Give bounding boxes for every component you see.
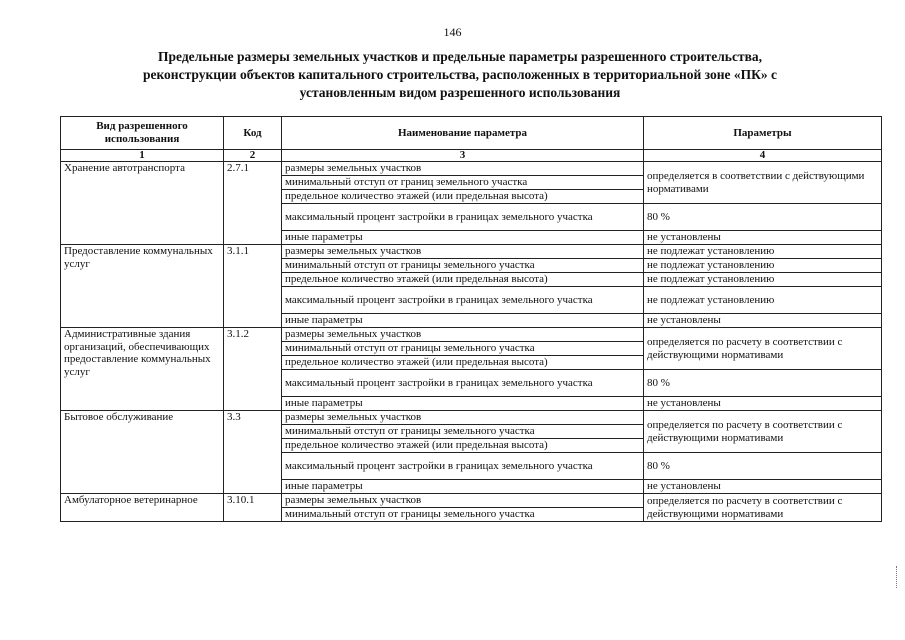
header-param: Наименование параметра [282,117,644,150]
param-value-cell: определяется по расчету в соответствии с действующими нормативами [644,494,882,522]
param-name-cell: предельное количество этажей (или предельная высота) [282,190,644,204]
param-value-cell: не установлены [644,480,882,494]
title-line: Предельные размеры земельных участков и предельные параметры разрешенного строительства, [158,49,762,64]
column-number-row [61,150,882,162]
param-value-cell: 80 % [644,370,882,397]
header-value: Параметры [644,117,882,150]
use-type-cell: Бытовое обслуживание [61,411,224,494]
param-value-cell: не установлены [644,231,882,245]
param-name-cell: минимальный отступ от границ земельного участка [282,176,644,190]
table-header-row [61,117,882,150]
document-title [60,48,860,102]
param-value-cell: не подлежат установлению [644,273,882,287]
param-value-cell: определяется по расчету в соответствии с действующими нормативами [644,328,882,370]
param-value-cell: не установлены [644,314,882,328]
param-name-cell: максимальный процент застройки в границах земельного участка [282,204,644,231]
param-name-cell: иные параметры [282,314,644,328]
use-type-cell: Административные здания организаций, обеспечивающих предоставление коммунальных услуг [61,328,224,411]
use-type-cell: Хранение автотранспорта [61,162,224,245]
column-number: 2 [224,150,282,162]
code-cell: 3.1.2 [224,328,282,411]
page-number: 146 [443,25,462,39]
title-line: реконструкции объектов капитального строительства, расположенных в территориальной зоне «ПК» с [142,67,778,82]
param-value-cell: не подлежат установлению [644,259,882,273]
code-cell: 3.10.1 [224,494,282,522]
column-number: 1 [61,150,224,162]
param-name-cell: предельное количество этажей (или предельная высота) [282,356,644,370]
param-name-cell: максимальный процент застройки в границах земельного участка [282,287,644,314]
param-name-cell: предельное количество этажей (или предельная высота) [282,273,644,287]
code-cell: 3.3 [224,411,282,494]
table-row [61,411,882,425]
header-code: Код [224,117,282,150]
param-name-cell: минимальный отступ от границы земельного участка [282,259,644,273]
param-name-cell: размеры земельных участков [282,411,644,425]
header-use: Вид разрешенного использования [61,117,224,150]
param-value-cell: не подлежат установлению [644,245,882,259]
param-name-cell: иные параметры [282,480,644,494]
param-name-cell: максимальный процент застройки в границах земельного участка [282,370,644,397]
code-cell: 3.1.1 [224,245,282,328]
param-value-cell: не подлежат установлению [644,287,882,314]
param-name-cell: размеры земельных участков [282,494,644,508]
column-number: 4 [644,150,882,162]
param-name-cell: иные параметры [282,231,644,245]
table-row [61,245,882,259]
param-value-cell: не установлены [644,397,882,411]
code-cell: 2.7.1 [224,162,282,245]
table-row [61,162,882,176]
column-number: 3 [282,150,644,162]
use-type-cell: Амбулаторное ветеринарное [61,494,224,522]
use-type-cell: Предоставление коммунальных услуг [61,245,224,328]
param-value-cell: 80 % [644,453,882,480]
param-name-cell: максимальный процент застройки в границах земельного участка [282,453,644,480]
table-row [61,494,882,508]
param-name-cell: размеры земельных участков [282,328,644,342]
param-name-cell: минимальный отступ от границы земельного участка [282,508,644,522]
param-name-cell: размеры земельных участков [282,162,644,176]
param-name-cell: размеры земельных участков [282,245,644,259]
param-name-cell: минимальный отступ от границы земельного участка [282,342,644,356]
param-value-cell: определяется в соответствии с действующими нормативами [644,162,882,204]
param-value-cell: определяется по расчету в соответствии с действующими нормативами [644,411,882,453]
param-name-cell: иные параметры [282,397,644,411]
param-name-cell: минимальный отступ от границы земельного участка [282,425,644,439]
param-name-cell: предельное количество этажей (или предельная высота) [282,439,644,453]
parameters-table [60,116,882,522]
table-row [61,328,882,342]
param-value-cell: 80 % [644,204,882,231]
scan-edge-marks [896,566,903,588]
title-line: установленным видом разрешенного использования [299,85,621,100]
